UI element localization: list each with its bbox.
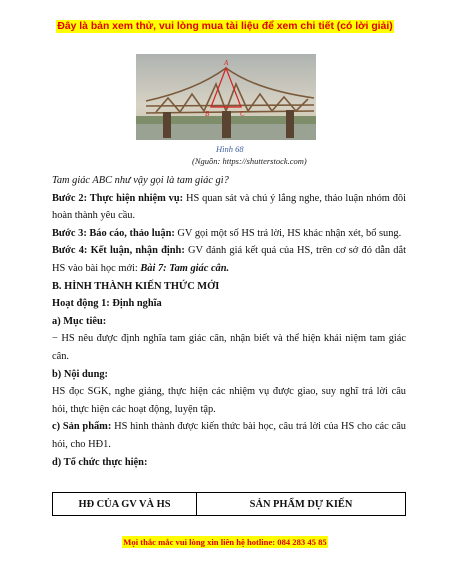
step-2-label: Bước 2: Thực hiện nhiệm vụ:: [52, 192, 184, 204]
section-b-heading: B. HÌNH THÀNH KIẾN THỨC MỚI: [52, 280, 220, 292]
table-header-teacher-student: HĐ CỦA GV VÀ HS: [53, 493, 197, 515]
step-3-text: GV gọi một số HS trả lời, HS khác nhận xét, bổ sung.: [174, 227, 402, 239]
product-text: HS hình thành được kiến thức bài học, câu trả lời của HS cho các câu hỏi, cho HĐ1.: [52, 421, 406, 450]
step-4-text: GV đánh giá kết quả của HS, trên cơ sở đó dẫn dắt HS vào bài học mới:: [52, 245, 406, 274]
step-4-label: Bước 4: Kết luận, nhận định:: [52, 245, 185, 257]
hotline-footer: [0, 537, 450, 547]
activity-table: [52, 492, 406, 516]
lesson-title: Bài 7: Tam giác cân.: [140, 262, 230, 274]
organization-heading: d) Tổ chức thực hiện:: [52, 456, 148, 468]
step-2-text: HS quan sát và chú ý lắng nghe, thảo luận nhóm đôi hoàn thành yêu cầu.: [52, 192, 407, 222]
preview-banner-text: Đây là bản xem thử, vui lòng mua tài liệu để xem chi tiết (có lời giải): [57, 21, 393, 32]
step-4-paragraph: [52, 242, 406, 277]
content-text: HS đọc SGK, nghe giảng, thực hiện các nhiệm vụ được giao, suy nghĩ trả lời câu hỏi, thực hiện các hoạt động, luyện tập.: [52, 386, 406, 415]
vertex-label-c: C: [240, 110, 245, 118]
figure-source: (Nguồn: https://shutterstock.com): [192, 156, 307, 166]
step-3-label: Bước 3: Báo cáo, thảo luận:: [52, 227, 175, 239]
bridge-illustration: [136, 54, 316, 140]
table-header-expected-product: SẢN PHẨM DỰ KIẾN: [249, 498, 353, 510]
vertex-label-b: B: [205, 110, 210, 118]
lesson-body: [52, 172, 406, 471]
question-text: Tam giác ABC như vậy gọi là tam giác gì?: [52, 175, 229, 186]
preview-banner: [0, 21, 450, 32]
bridge-photo: [136, 54, 316, 140]
step-3-paragraph: [52, 225, 406, 243]
product-label: c) Sản phẩm:: [52, 421, 112, 433]
figure-caption: Hình 68: [216, 144, 244, 154]
vertex-label-a: A: [224, 59, 229, 67]
content-heading: b) Nội dung:: [52, 368, 109, 380]
activity-1-heading: Hoạt động 1: Định nghĩa: [52, 298, 162, 310]
objective-text: − HS nêu được định nghĩa tam giác cân, nhận biết và thể hiện khái niệm tam giác cân.: [52, 333, 406, 362]
hotline-text: Mọi thắc mắc vui lòng xin liên hệ hotline: 084 283 45 85: [123, 537, 327, 547]
product-paragraph: [52, 418, 406, 453]
step-2-paragraph: [52, 190, 406, 225]
objective-heading: a) Mục tiêu:: [52, 315, 107, 327]
